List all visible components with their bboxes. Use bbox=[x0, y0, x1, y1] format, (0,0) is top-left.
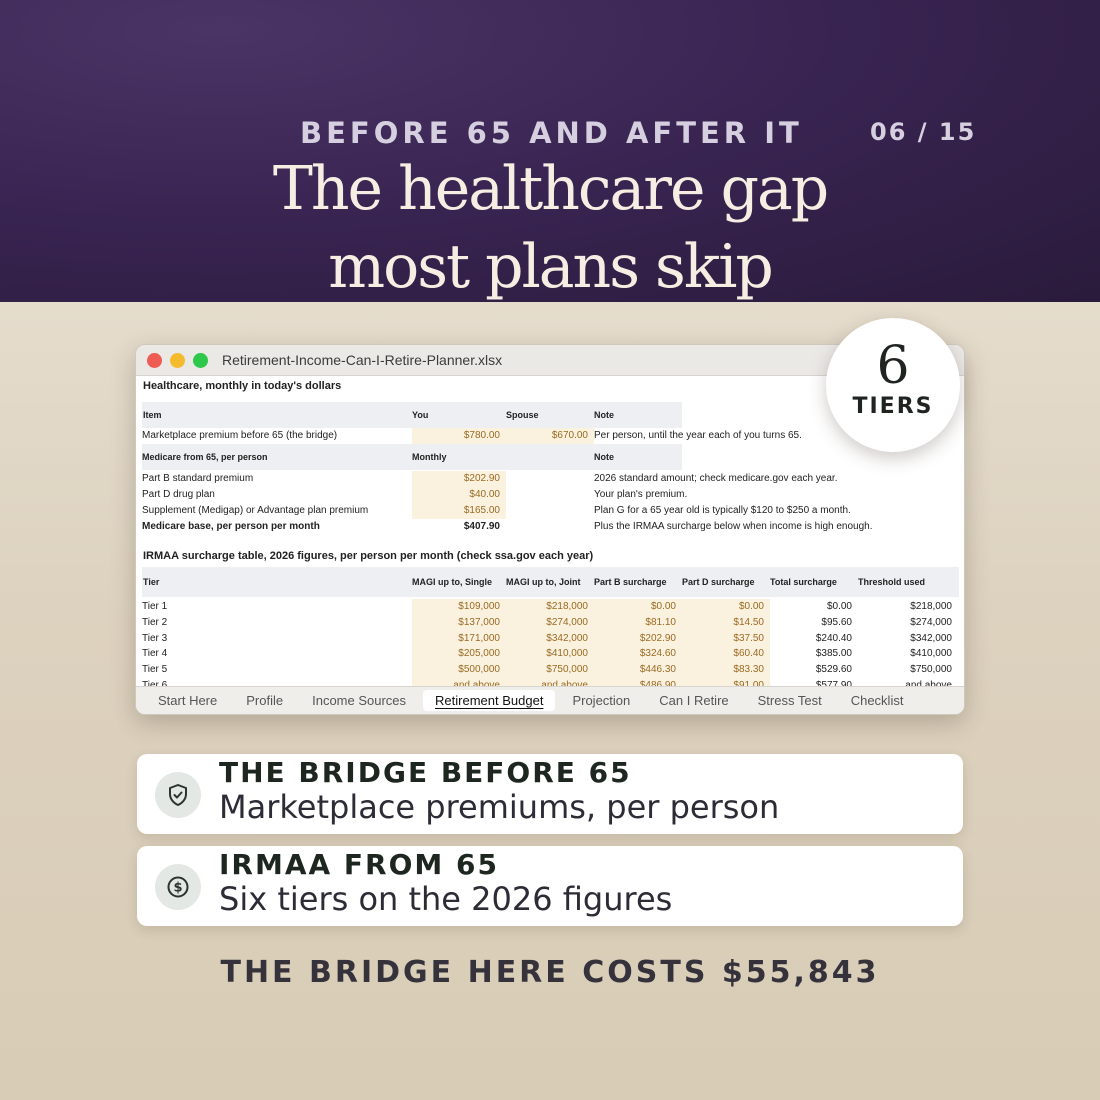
header-medicare-note: Note bbox=[594, 444, 682, 470]
card-subtitle: Six tiers on the 2026 figures bbox=[219, 880, 673, 918]
card-subtitle: Marketplace premiums, per person bbox=[219, 788, 780, 826]
cell-note[interactable]: Per person, until the year each of you turns 65. bbox=[594, 430, 802, 441]
cell-part-b[interactable]: $81.10 bbox=[594, 615, 682, 631]
header-medicare: Medicare from 65, per person bbox=[142, 444, 412, 470]
cell-magi-single[interactable]: $205,000 bbox=[412, 646, 506, 662]
irmaa-table-row[interactable] bbox=[142, 646, 959, 662]
cell-part-b[interactable]: $0.00 bbox=[594, 599, 682, 615]
table-row[interactable] bbox=[142, 428, 962, 444]
cell-part-d[interactable]: $0.00 bbox=[682, 599, 770, 615]
cell-magi-joint[interactable]: $342,000 bbox=[506, 631, 594, 647]
irmaa-header-row bbox=[142, 567, 959, 597]
cell-total[interactable]: $0.00 bbox=[826, 601, 852, 612]
headline-line-1: The healthcare gap bbox=[272, 154, 828, 224]
minimize-window-button[interactable] bbox=[170, 353, 185, 368]
cell-total[interactable]: $529.60 bbox=[815, 664, 852, 676]
bridge-card bbox=[137, 754, 963, 834]
eyebrow-text: BEFORE 65 AND AFTER IT bbox=[300, 116, 803, 150]
page-counter: 06 / 15 bbox=[870, 118, 977, 146]
cell-tier[interactable]: Tier 5 bbox=[142, 664, 168, 676]
header-part-b: Part B surcharge bbox=[594, 577, 667, 587]
table-row[interactable] bbox=[142, 487, 962, 503]
cell-threshold[interactable]: $274,000 bbox=[910, 616, 952, 628]
cell-item[interactable]: Part D drug plan bbox=[142, 489, 215, 500]
table-row[interactable] bbox=[142, 503, 962, 519]
cell-part-d[interactable]: $14.50 bbox=[682, 615, 770, 631]
bridge-cost-footer: THE BRIDGE HERE COSTS $55,843 bbox=[220, 955, 880, 990]
tab-projection[interactable]: Projection bbox=[572, 693, 631, 708]
cell-item[interactable]: Supplement (Medigap) or Advantage plan premium bbox=[142, 505, 369, 516]
cell-monthly[interactable]: $40.00 bbox=[412, 487, 506, 503]
tab-income-sources[interactable]: Income Sources bbox=[312, 693, 407, 708]
cell-note[interactable]: Plus the IRMAA surcharge below when income is high enough. bbox=[594, 521, 873, 532]
cell-part-d[interactable]: $83.30 bbox=[682, 662, 770, 678]
cell-part-b[interactable]: $324.60 bbox=[594, 646, 682, 662]
cell-threshold[interactable]: $342,000 bbox=[910, 632, 952, 644]
header-magi-joint: MAGI up to, Joint bbox=[506, 577, 581, 587]
irmaa-table-row[interactable] bbox=[142, 615, 959, 631]
irmaa-table-row[interactable] bbox=[142, 599, 959, 615]
card-title: THE BRIDGE BEFORE 65 bbox=[219, 756, 632, 789]
dollar-coin-icon bbox=[155, 864, 201, 910]
cell-item[interactable]: Medicare base, per person per month bbox=[142, 521, 320, 532]
healthcare-section-title: Healthcare, monthly in today's dollars bbox=[143, 380, 342, 392]
header-note: Note bbox=[594, 402, 682, 428]
tab-retirement-budget[interactable]: Retirement Budget bbox=[423, 690, 555, 711]
header-part-d: Part D surcharge bbox=[682, 577, 755, 587]
cell-note[interactable]: 2026 standard amount; check medicare.gov each year. bbox=[594, 473, 838, 484]
irmaa-table-row[interactable] bbox=[142, 662, 959, 678]
svg-text:$: $ bbox=[173, 880, 183, 896]
cell-spouse[interactable]: $670.00 bbox=[506, 428, 594, 444]
cell-threshold[interactable]: $410,000 bbox=[910, 648, 952, 660]
cell-magi-joint[interactable]: $750,000 bbox=[506, 662, 594, 678]
cell-magi-single[interactable]: $171,000 bbox=[412, 631, 506, 647]
cell-total[interactable]: $385.00 bbox=[815, 648, 852, 660]
table-row[interactable] bbox=[142, 471, 962, 487]
tab-can-i-retire[interactable]: Can I Retire bbox=[659, 693, 729, 708]
cell-item[interactable]: Marketplace premium before 65 (the bridge) bbox=[142, 430, 338, 441]
headline bbox=[0, 150, 1100, 306]
hero-banner bbox=[0, 0, 1100, 302]
cell-item[interactable]: Part B standard premium bbox=[142, 473, 254, 484]
tab-stress-test[interactable]: Stress Test bbox=[757, 693, 822, 708]
cell-monthly[interactable]: $202.90 bbox=[412, 471, 506, 487]
header-spouse: Spouse bbox=[506, 402, 594, 428]
tab-start-here[interactable]: Start Here bbox=[158, 693, 218, 708]
shield-check-icon bbox=[155, 772, 201, 818]
cell-tier[interactable]: Tier 3 bbox=[142, 632, 168, 644]
cell-magi-single[interactable]: $109,000 bbox=[412, 599, 506, 615]
cell-part-b[interactable]: $202.90 bbox=[594, 631, 682, 647]
badge-number: 6 bbox=[876, 336, 910, 396]
close-window-button[interactable] bbox=[147, 353, 162, 368]
cell-threshold[interactable]: $218,000 bbox=[910, 601, 952, 612]
cell-you[interactable]: $780.00 bbox=[412, 428, 506, 444]
window-title: Retirement-Income-Can-I-Retire-Planner.xlsx bbox=[222, 352, 503, 368]
cell-magi-single[interactable]: $137,000 bbox=[412, 615, 506, 631]
card-title: IRMAA FROM 65 bbox=[219, 848, 499, 881]
cell-magi-single[interactable]: $500,000 bbox=[412, 662, 506, 678]
cell-tier[interactable]: Tier 1 bbox=[142, 601, 168, 612]
cell-total[interactable]: $240.40 bbox=[815, 632, 852, 644]
cell-magi-joint[interactable]: $410,000 bbox=[506, 646, 594, 662]
tab-profile[interactable]: Profile bbox=[246, 693, 284, 708]
header-monthly: Monthly bbox=[412, 444, 594, 470]
header-threshold: Threshold used bbox=[858, 577, 926, 587]
cell-monthly[interactable]: $165.00 bbox=[412, 503, 506, 519]
cell-note[interactable]: Plan G for a 65 year old is typically $120 to $250 a month. bbox=[594, 505, 851, 516]
cell-threshold[interactable]: $750,000 bbox=[910, 664, 952, 676]
header-tier: Tier bbox=[143, 577, 160, 587]
maximize-window-button[interactable] bbox=[193, 353, 208, 368]
sheet-tab-bar bbox=[136, 686, 965, 714]
headline-line-2: most plans skip bbox=[328, 232, 772, 302]
cell-monthly-total[interactable]: $407.90 bbox=[463, 521, 500, 532]
cell-part-b[interactable]: $446.30 bbox=[594, 662, 682, 678]
cell-part-d[interactable]: $37.50 bbox=[682, 631, 770, 647]
medicare-header-row bbox=[142, 444, 682, 460]
healthcare-header-row bbox=[142, 402, 682, 418]
cell-part-d[interactable]: $60.40 bbox=[682, 646, 770, 662]
medicare-total-row[interactable] bbox=[142, 519, 962, 535]
irmaa-section-title: IRMAA surcharge table, 2026 figures, per person per month (check ssa.gov each year) bbox=[143, 550, 594, 562]
tab-checklist[interactable]: Checklist bbox=[850, 693, 904, 708]
irmaa-card bbox=[137, 846, 963, 926]
header-you: You bbox=[412, 402, 506, 428]
cell-total[interactable]: $95.60 bbox=[821, 616, 852, 628]
cell-note[interactable]: Your plan's premium. bbox=[594, 489, 688, 500]
header-magi-single: MAGI up to, Single bbox=[412, 577, 492, 587]
cell-tier[interactable]: Tier 2 bbox=[142, 616, 168, 628]
irmaa-table-row[interactable] bbox=[142, 631, 959, 647]
header-item: Item bbox=[142, 402, 412, 428]
cell-tier[interactable]: Tier 4 bbox=[142, 648, 168, 660]
tiers-badge bbox=[826, 318, 960, 452]
cell-magi-joint[interactable]: $274,000 bbox=[506, 615, 594, 631]
header-total: Total surcharge bbox=[770, 577, 837, 587]
cell-magi-joint[interactable]: $218,000 bbox=[506, 599, 594, 615]
badge-label: TIERS bbox=[852, 394, 934, 419]
